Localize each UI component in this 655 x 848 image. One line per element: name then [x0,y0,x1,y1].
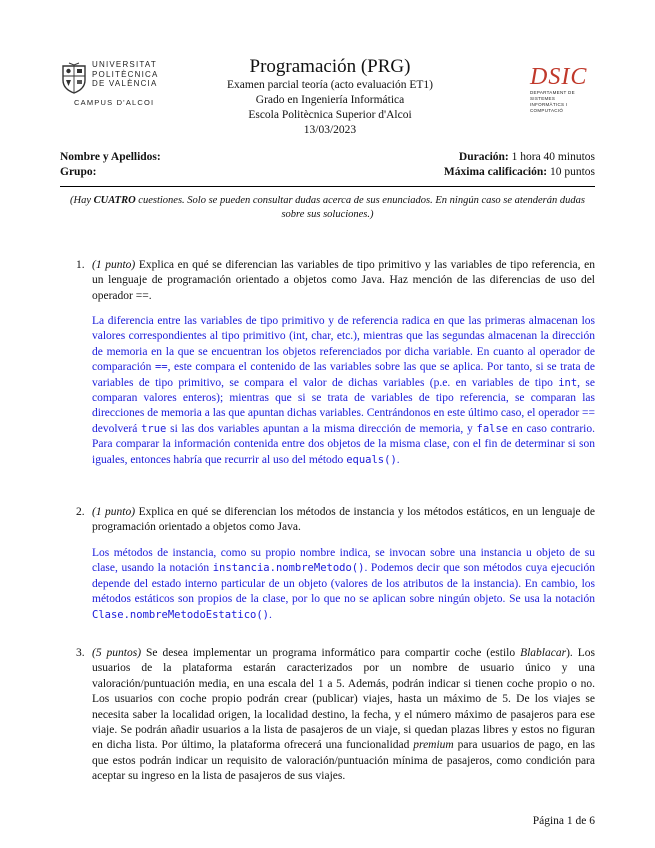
upv-logo [60,60,159,110]
question-3-number: 3. [76,647,85,659]
answer-2-code: instancia.nombreMetodo() [212,562,365,575]
question-2-number: 2. [76,506,85,518]
max-score-value: 10 puntos [549,166,595,178]
exam-note [70,194,585,222]
question-1-text: Explica en qué se diferencian las variables de tipo primitivo y las variables de tipo referencia, en un lenguaje de programación orientado a objetos como Java. Haz mención de las diferencias de uso del operador ==. [92,259,596,302]
header-divider [60,186,595,187]
dsic-sub2: INFORMÀTICS I COMPUTACIÓ [530,102,568,113]
question-3-text: ). Los usuarios de la plataforma estarán caracterizados por un nombre de usuario único y una valoración/puntuación media, en una escala del 1 a 5. Además, podrán indicar si tienen coche propio o no. Los usuarios con coche propio podrán crear (publicar) viajes, hasta un máximo de 5. De los viajes se necesita saber la localidad origen, la localidad destino, la fecha, y el número máximo de pasajeros para ese viaje. Se podrán añadir usuarios a la lista de pasajeros de un viaje, si quedan plazas libres y estos no figuran en dicha lista. Por último, la plataforma ofrecerá una funcionalidad [92,647,595,752]
answer-1-part: si las dos variables apuntan a la misma dirección de memoria, y [166,422,477,435]
answer-1-part: . [396,453,400,466]
note-prefix: (Hay [70,195,94,206]
page-number: Página 1 de 6 [532,815,595,827]
answer-1-part: en caso contrario. Para comparar la información contenida entre dos objetos de la misma clase, con el fin de determinar si son iguales, entonces habría que recurrir al uso del método [92,422,595,466]
exam-name: Examen parcial teoría (acto evaluación ET1) [227,79,433,91]
answer-2-part: . [269,608,272,621]
answer-1-code: int [558,376,578,389]
note-suffix: cuestiones. Solo se pueden consultar dudas acerca de sus enunciados. En ningún caso se atenderán dudas sobre sus soluciones.) [135,195,585,220]
school-name: Escola Politècnica Superior d'Alcoi [248,109,412,121]
answer-2-part: . Podemos decir que son métodos cuya ejecución depende del estado interno particular de un objeto (valores de los atributos de la instancia). En cambio, los métodos estáticos son propios de la clase, por lo que no se aplican sobre ningún objeto. Se usa la notación [92,562,595,606]
upv-line1: UNIVERSITAT [92,60,157,69]
duration-row [459,150,595,165]
duration-label: Duración: [458,151,509,163]
dsic-logo-text: DSIC [530,64,588,90]
crest-icon [60,62,88,94]
answer-1-code: equals() [346,453,397,466]
note-emph: CUATRO [93,195,136,206]
max-score-label: Máxima calificación: [443,166,548,178]
question-3-emph: premium [413,739,454,752]
max-score-row [444,165,595,180]
question-3-text: para usuarios de pago, en las que estos podrán indicar un requisito de valoración/puntuación mínima de pasajeros, como condición para aceptar su ingreso en la lista de pasajeros de sus viajes. [92,739,595,783]
upv-campus: CAMPUS D'ALCOI [74,98,155,107]
dsic-sub1: DEPARTAMENT DE SISTEMES [530,90,575,101]
question-1 [60,258,595,304]
answer-1-code: true [141,422,167,435]
exam-header [180,56,480,138]
dsic-logo [530,64,600,113]
upv-line3: DE VALÈNCIA [92,79,158,88]
group-label: Grupo: [60,166,97,178]
answer-1 [92,314,595,468]
page-title: Programación (PRG) [249,56,411,77]
upv-line2: POLITÈCNICA [92,69,159,79]
answer-2-code: Clase.nombreMetodoEstatico() [92,608,270,621]
answer-1-part: , este compara el contenido de las variables sobre las que se aplica. Por tanto, si se trata de variables de tipo primitivo, se compara el valor de dichas variables (p.e. en variables de tipo [92,361,596,389]
question-1-points: (1 punto) [92,259,136,271]
question-3-emph: Blablacar [520,647,567,659]
name-label: Nombre y Apellidos: [60,151,161,163]
question-2-points: (1 punto) [92,506,136,518]
exam-date: 13/03/2023 [303,124,357,136]
answer-1-part: , se comparan valores enteros); mientras que si se trata de variables de tipo referencia, se comparan las direcciones de memoria a las que apuntan dichas variables. Centrándonos en este último caso, el operador == devolverá [92,376,595,435]
question-2-text: Explica en qué se diferencian los métodos de instancia y los métodos estáticos, en un lenguaje de programación orientado a objetos como Java. [92,506,595,534]
degree-name: Grado en Ingeniería Informática [255,94,405,106]
answer-2-part: Los métodos de instancia, como su propio nombre indica, se invocan sobre una instancia u objeto de su clase, usando la notación [92,547,595,575]
duration-value: 1 hora 40 minutos [511,151,595,163]
question-2 [60,505,595,536]
answer-2 [92,546,595,623]
question-3-points: (5 puntos) [92,647,142,659]
question-3-text: Se desea implementar un programa informático para compartir coche (estilo [141,647,521,659]
answer-1-code: false [476,422,509,435]
question-1-number: 1. [76,259,85,271]
answer-1-part: La diferencia entre las variables de tipo primitivo y de referencia radica en que las primeras almacenan los valores correspondientes al tipo primitivo (int, char, etc.), mientras que las segundas almacenan la dirección de memoria en la que se encuentran los objetos referenciados por dicha variable. En cuanto al operador de comparación [92,315,595,374]
answer-1-code: == [154,361,168,374]
question-3 [60,646,595,785]
